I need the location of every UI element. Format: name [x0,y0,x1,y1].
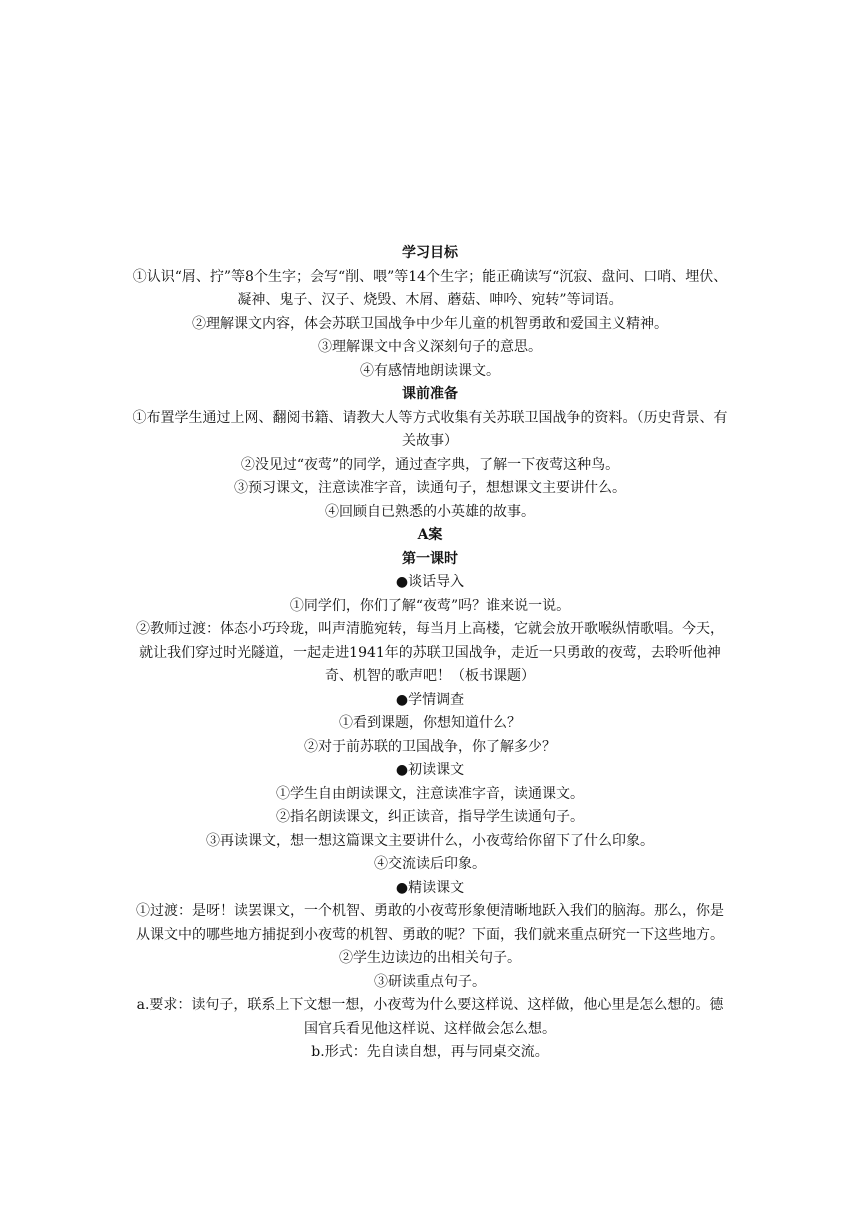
subheading-first-reading: ●初读课文 [395,762,465,778]
paragraph: ②理解课文内容，体会苏联卫国战争中少年儿童的机智勇敢和爱国主义精神。 [192,315,668,332]
paragraph: ①布置学生通过上网、翻阅书籍、请教大人等方式收集有关苏联卫国战争的资料。（历史背景、有关故事） [132,409,728,449]
lesson-plan-document [130,242,730,1065]
subheading-intro: ●谈话导入 [395,574,465,590]
section-heading-plan-a: A案 [417,527,443,543]
paragraph: ③研读重点句子。 [374,973,486,990]
section-heading-learning-goals: 学习目标 [402,245,458,261]
paragraph: b.形式：先自读自想，再与同桌交流。 [311,1044,549,1060]
paragraph: ①认识“屑、拧”等8个生字；会写“削、喂”等14个生字；能正确读写“沉寂、盘问、口哨、埋伏、凝神、鬼子、汉子、烧毁、木屑、蘑菇、呻吟、宛转”等词语。 [132,268,728,308]
subheading-close-reading: ●精读课文 [395,879,465,896]
paragraph: ②没见过“夜莺”的同学，通过查字典，了解一下夜莺这种鸟。 [240,456,620,473]
paragraph: ③预习课文，注意读准字音，读通句子，想想课文主要讲什么。 [234,480,626,496]
paragraph: ①同学们，你们了解“夜莺”吗？谁来说一说。 [289,597,571,614]
paragraph: ①过渡：是呀！读罢课文，一个机智、勇敢的小夜莺形象便清晰地跃入我们的脑海。那么，你是从课文中的哪些地方捕捉到小夜莺的机智、勇敢的呢？下面，我们就来重点研究一下这些地方。 [136,903,724,943]
paragraph: ③再读课文，想一想这篇课文主要讲什么，小夜莺给你留下了什么印象。 [206,832,654,849]
subheading-survey: ●学情调查 [395,691,465,708]
paragraph: ①学生自由朗读课文，注意读准字音，读通课文。 [276,785,584,802]
paragraph: ②教师过渡：体态小巧玲珑，叫声清脆宛转，每当月上高楼，它就会放开歌喉纵情歌唱。今天，就让我们穿过时光隧道，一起走进1941年的苏联卫国战争，走近一只勇敢的夜莺，去聆听他神奇、机智的歌声吧！（板书课题） [136,621,724,684]
section-heading-preparation: 课前准备 [402,386,458,402]
paragraph: ②学生边读边的出相关句子。 [339,950,521,966]
paragraph: ①看到课题，你想知道什么？ [339,715,521,731]
paragraph: ④回顾自已熟悉的小英雄的故事。 [325,503,535,520]
paragraph: ③理解课文中含义深刻句子的意思。 [318,339,542,355]
section-heading-first-lesson: 第一课时 [402,550,458,567]
paragraph: ④有感情地朗读课文。 [360,362,500,379]
paragraph: ④交流读后印象。 [374,856,486,872]
paragraph: ②指名朗读课文，纠正读音，指导学生读通句子。 [276,809,584,825]
paragraph: a.要求：读句子，联系上下文想一想，小夜莺为什么要这样说、这样做，他心里是怎么想的。德国官兵看见他这样说、这样做会怎么想。 [136,997,724,1037]
paragraph: ②对于前苏联的卫国战争，你了解多少？ [304,738,556,755]
